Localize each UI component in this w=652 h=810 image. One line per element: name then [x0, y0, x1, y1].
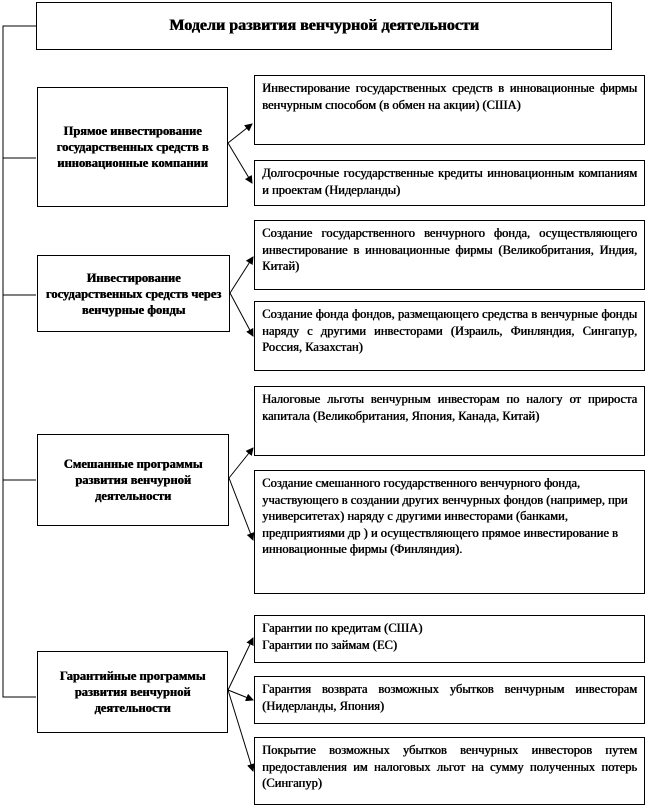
arrow-4-3: [228, 690, 253, 771]
diagram-title: Модели развития венчурной деятельности: [36, 2, 612, 50]
category-via-venture-funds: Инвестирование государственных средств через венчурные фонды: [37, 255, 230, 332]
arrow-2-2: [230, 293, 253, 336]
model-item-3-2: Создание смешанного государственного венчурного фонда, участвующего в создании других венчурных фондов (например, при университетах) наряду с другими инвесторами (банками, предприятиями др ) и осуществляющего прямое инвестирование в инновационные фирмы (Финляндия).: [254, 470, 645, 594]
arrow-4-1: [228, 638, 253, 690]
model-item-2-2: Создание фонда фондов, размещающего средства в венчурные фонды наряду с другими инвесторами (Израиль, Финляндия, Сингапур, Россия, Казахстан): [254, 301, 645, 371]
arrow-2-1: [230, 257, 253, 293]
model-item-4-3: Покрытие возможных убытков венчурных инвесторов путем предоставления им налоговых льгот на сумму полученных потерь (Сингапур): [254, 737, 645, 805]
category-mixed-programs: Смешанные программы развития венчурной деятельности: [37, 434, 229, 526]
arrow-3-2: [229, 478, 253, 540]
model-item-3-1: Налоговые льготы венчурным инвесторам по налогу от прироста капитала (Великобритания, Япония, Канада, Китай): [254, 386, 645, 456]
model-item-1-1: Инвестирование государственных средств в инновационные фирмы венчурным способом (в обмен на акции) (США): [254, 75, 645, 145]
category-direct-investment: Прямое инвестирование государственных средств в инновационные компании: [37, 87, 228, 207]
model-item-4-2: Гарантия возврата возможных убытков венчурным инвесторам (Нидерланды, Япония): [254, 676, 645, 724]
spine-line: [3, 26, 36, 697]
model-item-1-2: Долгосрочные государственные кредиты инновационным компаниям и проектам (Нидерланды): [254, 160, 645, 206]
model-item-2-1: Создание государственного венчурного фонда, осуществляющего инвестирование в инновационные фирмы (Великобритания, Индия, Китай): [254, 220, 645, 290]
category-guarantee-programs: Гарантийные программы развития венчурной деятельности: [37, 651, 228, 733]
arrow-1-1: [228, 124, 252, 143]
arrow-4-2: [228, 690, 253, 700]
arrow-3-1: [229, 448, 253, 478]
arrow-1-2: [228, 143, 252, 183]
model-item-4-1: Гарантии по кредитам (США) Гарантии по займам (ЕС): [254, 615, 645, 663]
